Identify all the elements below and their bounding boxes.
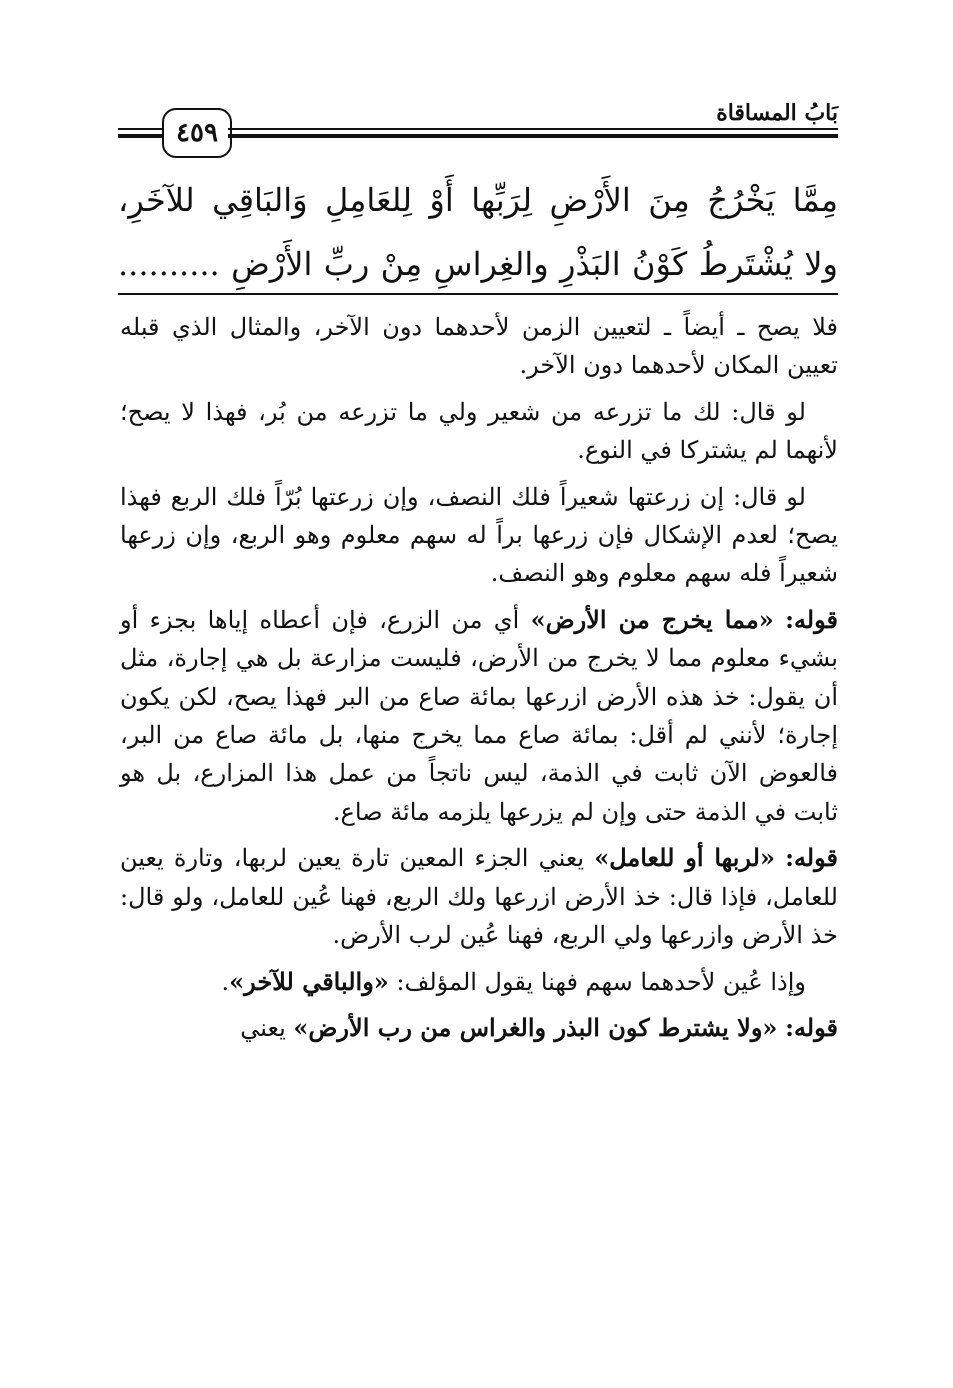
paragraph-text: يعني: [240, 1013, 294, 1042]
page-number: ٤٥٩: [162, 108, 232, 158]
header-rule-left-thick: [118, 134, 162, 138]
quoted-matn: «مما يخرج من الأرض»: [530, 604, 774, 634]
commentary-paragraph: [120, 963, 838, 1001]
quoted-matn: «لربها أو للعامل»: [594, 843, 775, 873]
paragraph-text: وإذا عُين لأحدهما سهم فهنا يقول المؤلف:: [388, 967, 806, 996]
commentary-paragraph: [120, 839, 838, 954]
matn-divider: [118, 293, 838, 295]
commentary-paragraph: لو قال: لك ما تزرعه من شعير ولي ما تزرعه من بُر، فهذا لا يصح؛ لأنهما لم يشتركا في النوع.: [120, 397, 838, 465]
commentary-paragraph: [120, 1009, 838, 1047]
matn-line: مِمَّا يَخْرُجُ مِنَ الأَرْضِ لِرَبِّها أَوْ لِلعَامِلِ وَالبَاقِي للآخَرِ،: [118, 181, 838, 219]
commentary-paragraph: لو قال: إن زرعتها شعيراً فلك النصف، وإن زرعتها بُرّاً فلك الربع فهذا يصح؛ لعدم الإشكال فإن زرعها براً له سهم معلوم وهو الربع، وإن زرعها شعيراً فله سهم معلوم وهو النصف.: [120, 482, 838, 588]
page-header: [118, 100, 838, 160]
matn-text: [118, 168, 838, 296]
quoted-matn: «والباقي للآخر»: [229, 966, 389, 996]
commentary-paragraph: [120, 601, 838, 831]
commentary-paragraph: فلا يصح ـ أيضاً ـ لتعيين الزمن لأحدهما دون الآخر، والمثال الذي قبله تعيين المكان لأحدهما دون الآخر.: [120, 313, 838, 380]
quoted-matn: «ولا يشترط كون البذر والغراس من رب الأرض»: [293, 1012, 778, 1042]
paragraph-end: .: [221, 967, 230, 996]
header-rule-right-thick: [228, 134, 838, 138]
qawluhu-lead: قوله:: [785, 1012, 838, 1042]
qawluhu-lead: قوله:: [785, 843, 838, 873]
qawluhu-lead: قوله:: [785, 604, 838, 634]
header-rule-right: [228, 128, 838, 130]
matn-line: ولا يُشْتَرطُ كَوْنُ البَذْرِ والغِراسِ مِنْ ربِّ الأَرْضِ ..........: [118, 245, 838, 283]
paragraph-text: أي من الزرع، فإن أعطاه إياها بجزء أو بشيء معلوم مما لا يخرج من الأرض، فليست مزارعة بل هي إجارة، مثل أن يقول: خذ هذه الأرض ازرعها بمائة صاع من البر فهذا يصح، لكن يكون إجارة؛ لأنني لم أقل: بمائة صاع مما يخرج منها، بل مائة صاع من البر، فالعوض الآن ثابت في الذمة، ليس ناتجاً من عمل هذا المزارع، بل هو ثابت في الذمة حتى وإن لم يزرعها يلزمه مائة صاع.: [120, 605, 838, 826]
section-title: بَابُ المساقاة: [716, 100, 838, 126]
header-rule-left: [118, 128, 162, 130]
commentary: [120, 308, 838, 1055]
paragraph-text: يعني الجزء المعين تارة يعين لربها، وتارة يعين للعامل، فإذا قال: خذ الأرض ازرعها ولك الربع، فهنا عُين للعامل، ولو قال: خذ الأرض وازرعها ولي الربع، فهنا عُين لرب الأرض.: [120, 844, 838, 950]
